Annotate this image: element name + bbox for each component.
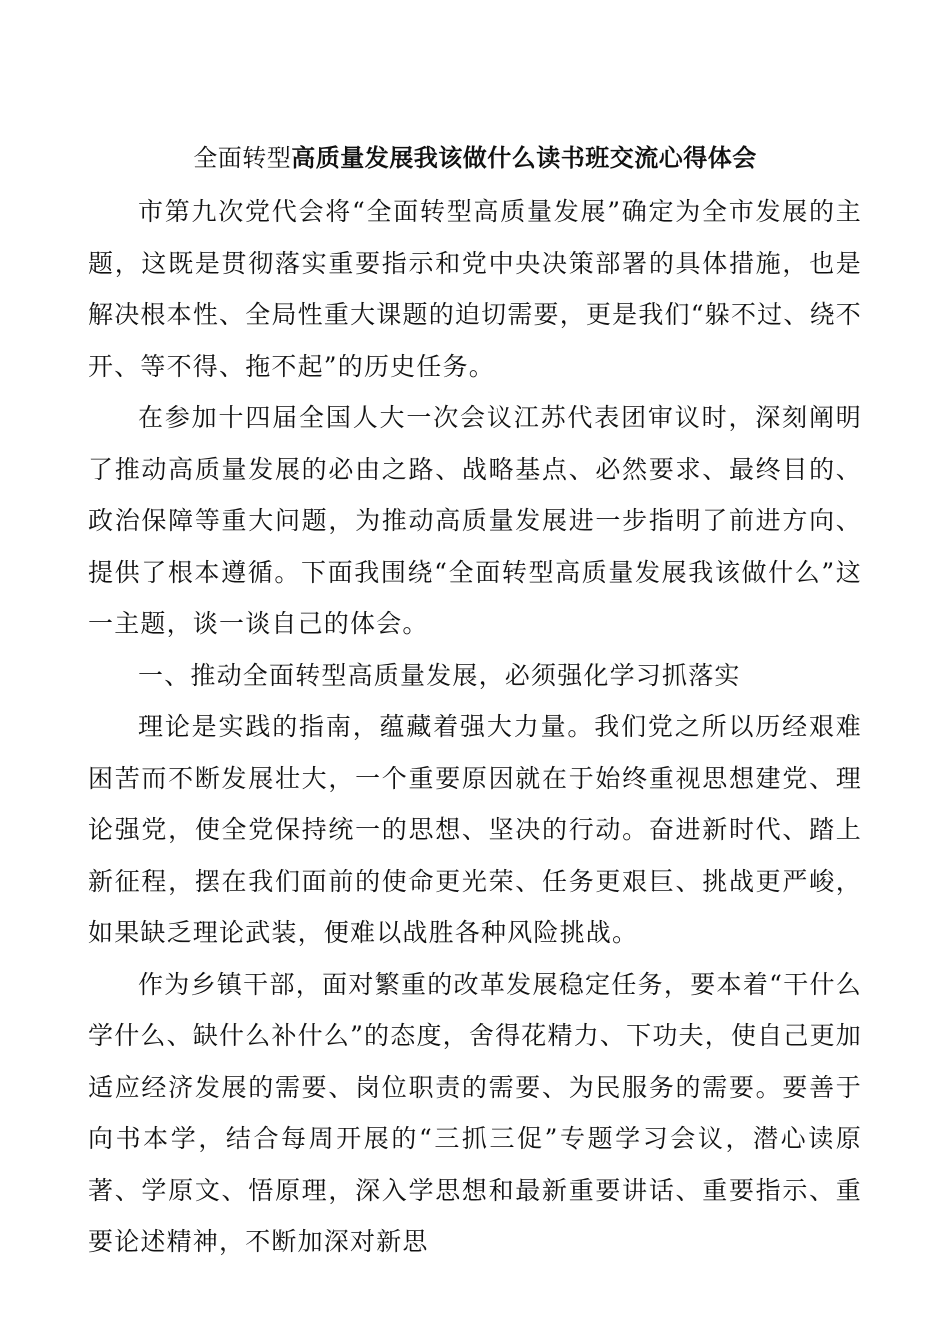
paragraph-theory: 理论是实践的指南，蕴藏着强大力量。我们党之所以历经艰难困苦而不断发展壮大，一个重要原因就在于始终重视思想建党、理论强党，使全党保持统一的思想、坚决的行动。奋进新时代、踏上新征程，摆在我们面前的使命更光荣、任务更艰巨、挑战更严峻，如果缺乏理论武装，便难以战胜各种风险挑战。 bbox=[88, 712, 862, 947]
paragraph-context: 在参加十四届全国人大一次会议江苏代表团审议时，深刻阐明了推动高质量发展的必由之路、战略基点、必然要求、最终目的、政治保障等重大问题，为推动高质量发展进一步指明了前进方向、提供了根本遵循。下面我围绕“全面转型高质量发展我该做什么”这一主题，谈一谈自己的体会。 bbox=[88, 403, 862, 638]
paragraph-intro: 市第九次党代会将“全面转型高质量发展”确定为全市发展的主题，这既是贯彻落实重要指示和党中央决策部署的具体措施，也是解决根本性、全局性重大课题的迫切需要，更是我们“躲不过、绕不开、等不得、拖不起”的历史任务。 bbox=[88, 197, 862, 381]
title-prefix: 全面转型 bbox=[193, 144, 292, 172]
document-body bbox=[88, 186, 862, 1268]
section-heading-1: 一、推动全面转型高质量发展，必须强化学习抓落实 bbox=[138, 660, 741, 690]
title-main: 高质量发展我该做什么读书班交流心得体会 bbox=[291, 143, 757, 172]
document-title bbox=[88, 138, 862, 178]
paragraph-cadre: 作为乡镇干部，面对繁重的改革发展稳定任务，要本着“干什么学什么、缺什么补什么”的态度，舍得花精力、下功夫，使自己更加适应经济发展的需要、岗位职责的需要、为民服务的需要。要善于向书本学，结合每周开展的“三抓三促”专题学习会议，潜心读原著、学原文、悟原理，深入学思想和最新重要讲话、重要指示、重要论述精神，不断加深对新思 bbox=[88, 969, 862, 1256]
